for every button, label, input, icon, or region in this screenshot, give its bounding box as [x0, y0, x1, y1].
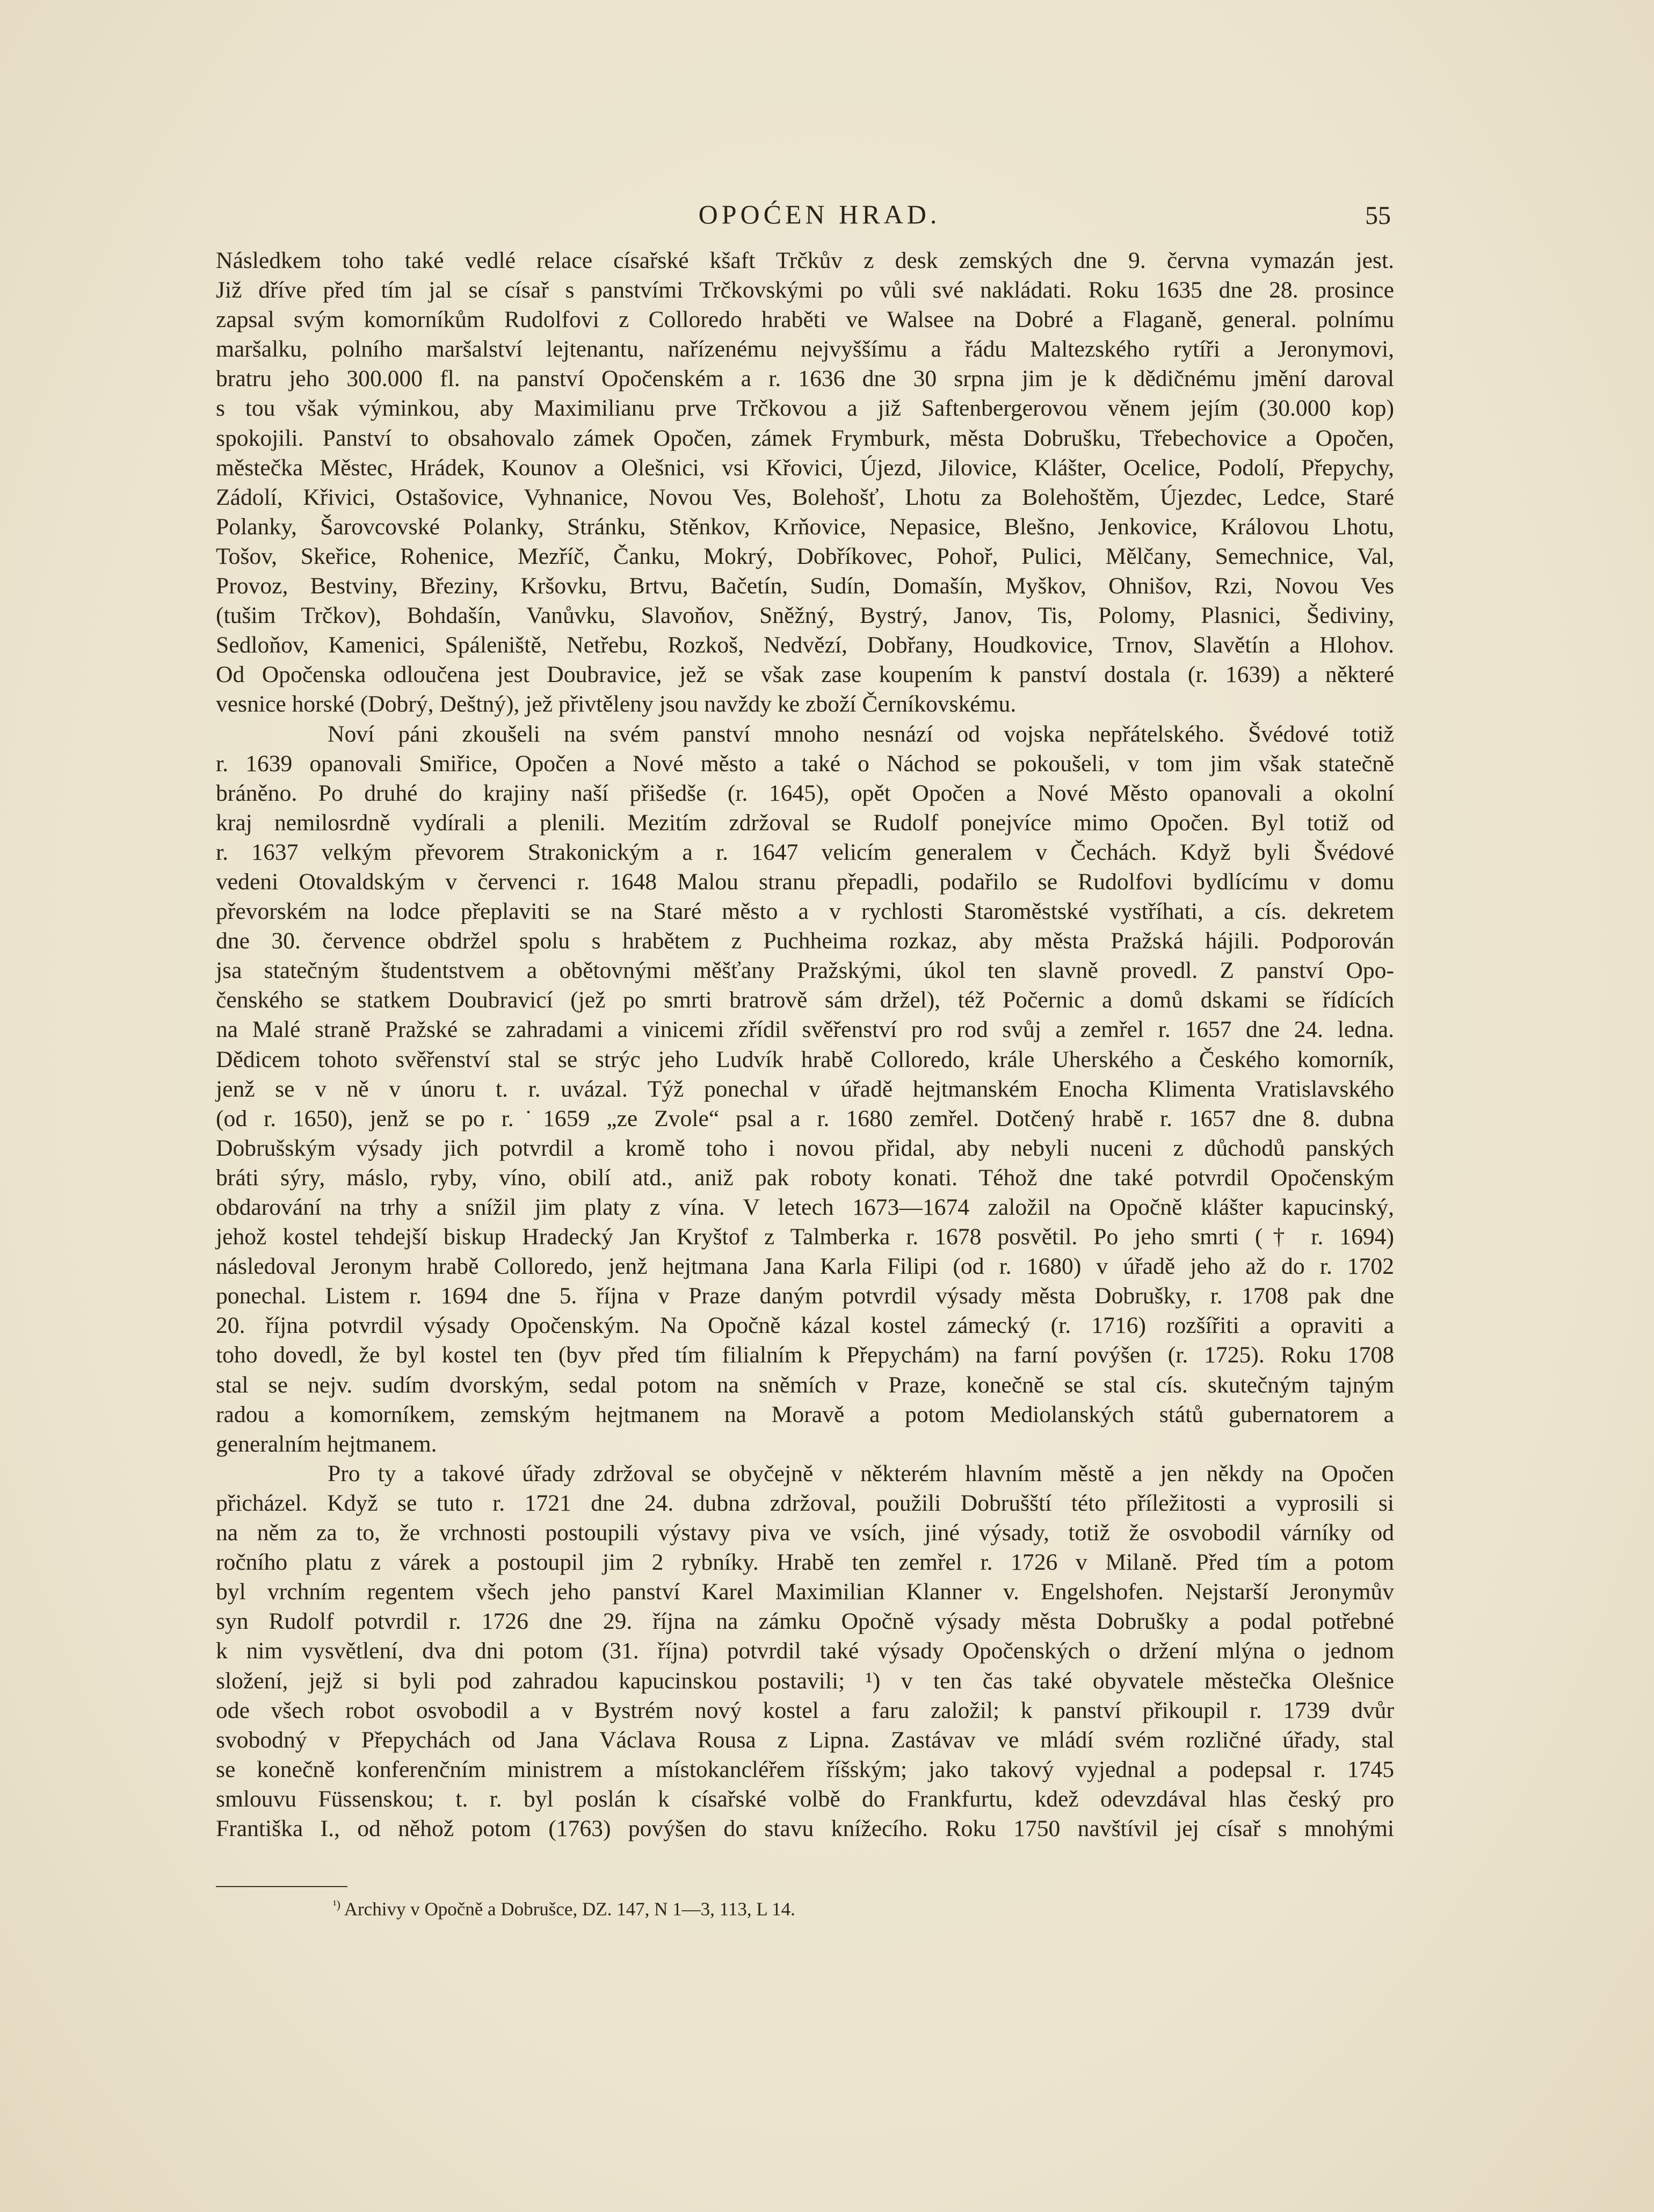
text-line: Zádolí, Křivici, Ostašovice, Vyhnanice, Novou Ves, Bolehošť, Lhotu za Bolehoštěm, Újezdec, Ledce, Staré — [216, 484, 1394, 510]
footnote-divider — [216, 1886, 347, 1887]
paragraph-start-line: Pro ty a takové úřady zdržoval se obyčejně v některém hlavním městě a jen někdy na Opočen — [328, 1460, 1394, 1486]
footnote — [333, 1898, 795, 1920]
text-line: r. 1639 opanovali Smiřice, Opočen a Nové město a také o Náchod se pokoušeli, v tom jim však statečně — [216, 750, 1394, 777]
text-line: převorském na lodce přeplaviti se na Staré město a v rychlosti Staroměstské vystříhati, a cís. dekretem — [216, 898, 1394, 925]
text-line: vedeni Otovaldským v červenci r. 1648 Malou stranu přepadli, podařilo se Rudolfovi bydlícímu v domu — [216, 868, 1394, 895]
text-line: vesnice horské (Dobrý, Deštný), jež přivtěleny jsou navždy ke zboží Černíkovskému. — [216, 691, 1017, 717]
text-line: Dědicem tohoto svěřenství stal se strýc jeho Ludvík hrabě Colloredo, krále Uherského a Českého komorník, — [216, 1046, 1394, 1072]
running-title: OPOĆEN HRAD. — [698, 199, 941, 229]
text-line: Již dříve před tím jal se císař s panstvími Trčkovskými po vůli své nakládati. Roku 1635 dne 28. prosince — [216, 277, 1394, 303]
text-line: přicházel. Když se tuto r. 1721 dne 24. dubna zdržoval, použili Dobrušští této příležitosti a vyprosili si — [216, 1490, 1394, 1516]
text-line: ročního platu z várek a postoupil jim 2 rybníky. Hrabě ten zemřel r. 1726 v Milaně. Před tím a potom — [216, 1549, 1394, 1576]
paragraph-start-line: Noví páni zkoušeli na svém panství mnoho nesnází od vojska nepřátelského. Švédové totiž — [328, 721, 1394, 747]
text-line: Provoz, Bestviny, Březiny, Kršovku, Brtvu, Bačetín, Sudín, Domašín, Myškov, Ohnišov, Rzi, Novou Ves — [216, 573, 1394, 599]
text-line: jsa statečným študentstvem a obětovnými měšťany Pražskými, úkol ten slavně provedl. Z panství Opo- — [216, 958, 1394, 984]
text-line: toho dovedl, že byl kostel ten (byv před tím filialním k Přepychám) na farní povýšen (r. 1725). Roku 1708 — [216, 1342, 1394, 1368]
text-line: ode všech robot osvobodil a v Bystrém nový kostel a faru založil; k panství přikoupil r. 1739 dvůr — [216, 1697, 1394, 1723]
text-line: (tušim Trčkov), Bohdašín, Vanůvku, Slavoňov, Sněžný, Bystrý, Janov, Tis, Polomy, Plasnici, Šediviny, — [216, 603, 1394, 629]
text-line: byl vrchním regentem všech jeho panství Karel Maximilian Klanner v. Engelshofen. Nejstarší Jeronymův — [216, 1579, 1394, 1605]
text-line: 20. října potvrdil výsady Opočenským. Na Opočně kázal kostel zámecký (r. 1716) rozšířiti a opraviti a — [216, 1312, 1394, 1339]
text-line: Od Opočenska odloučena jest Doubravice, jež se však zase koupením k panství dostala (r. 1639) a některé — [216, 662, 1394, 688]
text-line: radou a komorníkem, zemským hejtmanem na Moravě a potom Mediolanských států gubernatorem a — [216, 1401, 1394, 1427]
text-line: generalním hejtmanem. — [216, 1431, 437, 1457]
text-line: svobodný v Přepychách od Jana Václava Rousa z Lipna. Zastávav ve mládí svém rozličné úřady, stal — [216, 1727, 1394, 1753]
text-line: zapsal svým komorníkům Rudolfovi z Colloredo hraběti ve Walsee na Dobré a Flaganě, general. polnímu — [216, 307, 1394, 333]
body-text — [216, 246, 1394, 1844]
footnote-text: Archivy v Opočně a Dobrušce, DZ. 147, N 1—3, 113, L 14. — [344, 1898, 795, 1920]
text-line: (od r. 1650), jenž se po r.˙1659 „ze Zvole“ psal a r. 1680 zemřel. Dotčený hrabě r. 1657 dne 8. dubna — [216, 1105, 1394, 1132]
text-line: se konečně konferenčním ministrem a místokancléřem říšským; jako takový vyjednal a podepsal r. 1745 — [216, 1756, 1394, 1782]
text-line: bráti sýry, máslo, ryby, víno, obilí atd., aniž pak roboty konati. Téhož dne také potvrdil Opočenským — [216, 1164, 1394, 1191]
text-line: kraj nemilosrdně vydírali a plenili. Mezitím zdržoval se Rudolf ponejvíce mimo Opočen. Byl totiž od — [216, 809, 1394, 836]
text-line: Polanky, Šarovcovské Polanky, Stránku, Stěnkov, Krňovice, Nepasice, Blešno, Jenkovice, Královou Lhotu, — [216, 513, 1394, 540]
text-line: dne 30. července obdržel spolu s hrabětem z Puchheima rozkaz, aby města Pražská hájili. Podporován — [216, 928, 1394, 954]
text-line: s tou však výminkou, aby Maximilianu prve Trčkovou a již Saftenbergerovou věnem jejím (30.000 kop) — [216, 395, 1394, 422]
text-line: stal se nejv. sudím dvorským, sedal potom na sněmích v Praze, konečně se stal cís. skutečným tajným — [216, 1372, 1394, 1398]
text-line: ponechal. Listem r. 1694 dne 5. října v Praze daným potvrdil výsady města Dobrušky, r. 1708 pak dne — [216, 1283, 1394, 1309]
text-line: k nim vysvětlení, dva dni potom (31. října) potvrdil také výsady Opočenských o držení mlýna o jednom — [216, 1638, 1394, 1664]
page-number: 55 — [1365, 201, 1391, 230]
text-line: čenského se statkem Doubravicí (jež po smrti bratrově sám držel), též Počernic a domů dskami se řídících — [216, 987, 1394, 1013]
text-line: Tošov, Skeřice, Rohenice, Mezříč, Čanku, Mokrý, Dobříkovec, Pohoř, Pulici, Mělčany, Semechnice, Val, — [216, 543, 1394, 569]
text-line: Následkem toho také vedlé relace císařské kšaft Trčkův z desk zemských dne 9. června vymazán jest. — [216, 248, 1394, 273]
text-line: jenž se v ně v únoru t. r. uvázal. Týž ponechal v úřadě hejtmanském Enocha Klimenta Vratislavského — [216, 1076, 1394, 1102]
text-line: na Malé straně Pražské se zahradami a vinicemi zřídil svěřenství pro rod svůj a zemřel r. 1657 dne 24. ledna. — [216, 1017, 1394, 1043]
text-line: městečka Městec, Hrádek, Kounov a Olešnici, vsi Křovici, Újezd, Jilovice, Klášter, Ocelice, Podolí, Přepychy, — [216, 454, 1394, 481]
text-line: spokojili. Panství to obsahovalo zámek Opočen, zámek Frymburk, města Dobrušku, Třebechovice a Opočen, — [216, 425, 1394, 451]
text-line: bráněno. Po druhé do krajiny naší přišedše (r. 1645), opět Opočen a Nové Město opanovali a okolní — [216, 780, 1394, 806]
text-line: jehož kostel tehdejší biskup Hradecký Jan Kryštof z Talmberka r. 1678 posvětil. Po jeho smrti († r. 1694) — [216, 1224, 1394, 1250]
text-line: Sedloňov, Kamenici, Spáleniště, Netřebu, Rozkoš, Nedvězí, Dobřany, Houdkovice, Trnov, Slavětín a Hlohov. — [216, 632, 1394, 658]
text-line: na něm za to, že vrchnosti postoupili výstavy piva ve vsích, jiné výsady, totiž že osvobodil várníky od — [216, 1520, 1394, 1546]
text-line: smlouvu Füssenskou; t. r. byl poslán k císařské volbě do Frankfurtu, kdež odevzdával hlas český pro — [216, 1786, 1394, 1812]
text-line: Dobrušským výsady jich potvrdil a kromě toho i novou přidal, aby nebyli nuceni z důchodů panských — [216, 1135, 1394, 1161]
text-line: složení, jejž si byli pod zahradou kapucinskou postavili; ¹) v ten čas také obyvatele městečka Olešnice — [216, 1667, 1394, 1694]
text-line: následoval Jeronym hrabě Colloredo, jenž hejtmana Jana Karla Filipi (od r. 1680) v úřadě jeho až do r. 1702 — [216, 1253, 1394, 1280]
text-line: obdarování na trhy a snížil jim platy z vína. V letech 1673—1674 založil na Opočně klášter kapucinský, — [216, 1194, 1394, 1220]
text-line: Františka I., od něhož potom (1763) povýšen do stavu knížecího. Roku 1750 navštívil jej císař s mnohými — [216, 1815, 1394, 1841]
text-line: maršalku, polního maršalství lejtenantu, nařízenému nejvyššímu a řádu Maltezského rytíři a Jeronymovi, — [216, 336, 1394, 362]
text-line: syn Rudolf potvrdil r. 1726 dne 29. října na zámku Opočně výsady města Dobrušky a podal potřebné — [216, 1608, 1394, 1635]
text-line: bratru jeho 300.000 fl. na panství Opočenském a r. 1636 dne 30 srpna jim je k dědičnému jmění daroval — [216, 366, 1394, 392]
text-line: r. 1637 velkým převorem Strakonickým a r. 1647 velicím generalem v Čechách. Když byli Švédové — [216, 839, 1394, 865]
footnote-marker: ¹) — [333, 1898, 340, 1911]
